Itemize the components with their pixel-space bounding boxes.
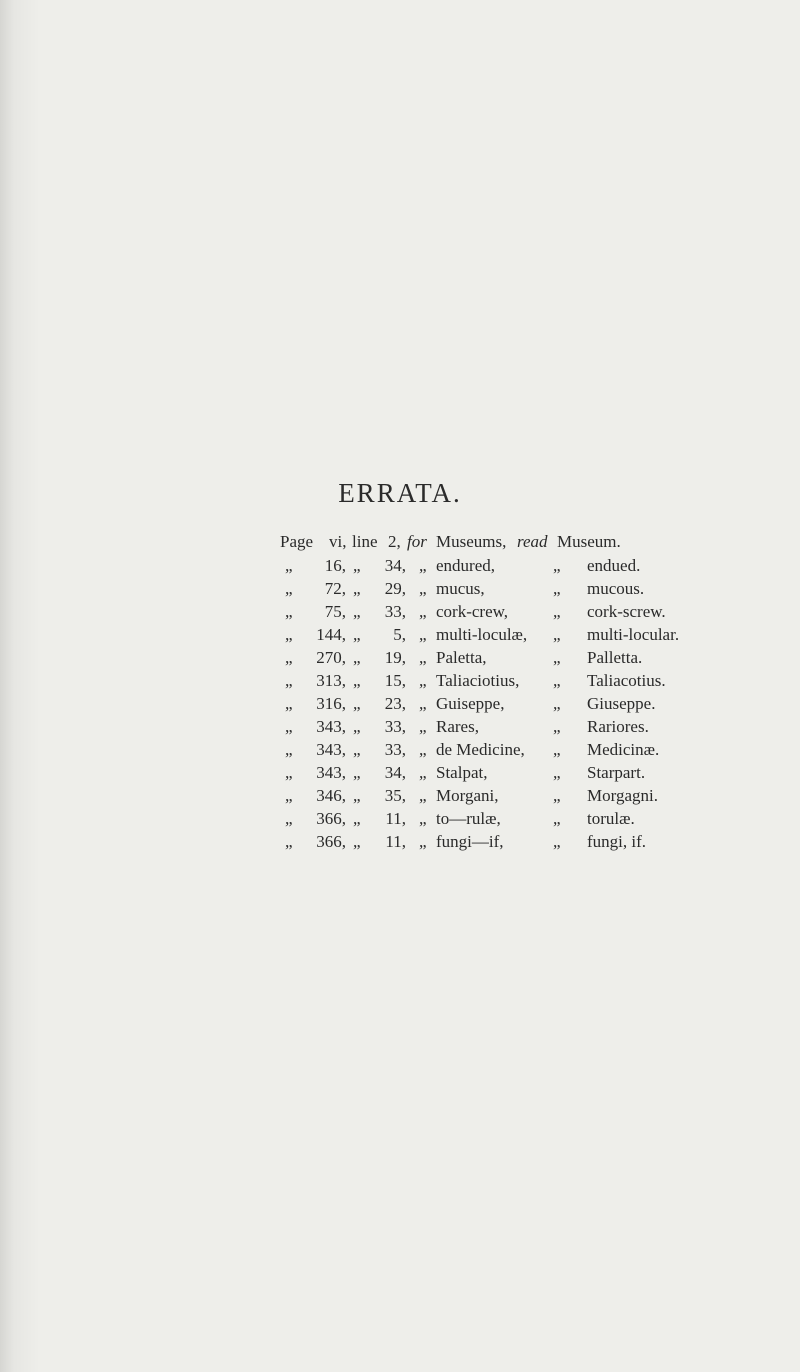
wrong-text: endured, (436, 556, 496, 575)
read-label: read (517, 532, 548, 551)
ditto-mark: „ (285, 625, 293, 644)
errata-entry (0, 623, 800, 647)
errata-entry (0, 807, 800, 831)
errata-entry (0, 784, 800, 808)
ditto-mark: „ (553, 740, 561, 759)
line-label: line (352, 532, 378, 551)
page-number: 366, (316, 809, 346, 828)
right-text: Morgagni. (587, 786, 658, 805)
ditto-mark: „ (353, 717, 361, 736)
ditto-mark: „ (419, 786, 427, 805)
right-text: endued. (587, 556, 641, 575)
ditto-mark: „ (553, 602, 561, 621)
ditto-mark: „ (419, 740, 427, 759)
ditto-mark: „ (353, 786, 361, 805)
wrong-text: Guiseppe, (436, 694, 505, 713)
page-number: 346, (316, 786, 346, 805)
page-number: 144, (316, 625, 346, 644)
page-number: 366, (316, 832, 346, 851)
page-number: 75, (324, 602, 346, 621)
ditto-mark: „ (285, 740, 293, 759)
ditto-mark: „ (353, 763, 361, 782)
ditto-mark: „ (285, 809, 293, 828)
ditto-mark: „ (285, 694, 293, 713)
right-text: torulæ. (587, 809, 635, 828)
ditto-mark: „ (285, 671, 293, 690)
ditto-mark: „ (353, 556, 361, 575)
page-number: 72, (324, 579, 346, 598)
ditto-mark: „ (353, 809, 361, 828)
ditto-mark: „ (353, 671, 361, 690)
page-number: 343, (316, 763, 346, 782)
wrong-text: cork-crew, (436, 602, 509, 621)
line-number: 11, (385, 809, 406, 828)
wrong-text: Rares, (436, 717, 479, 736)
ditto-mark: „ (553, 694, 561, 713)
errata-entry (0, 830, 800, 854)
ditto-mark: „ (419, 717, 427, 736)
errata-entry (0, 577, 800, 601)
wrong-text: Paletta, (436, 648, 487, 667)
wrong-text: Morgani, (436, 786, 499, 805)
ditto-mark: „ (553, 832, 561, 851)
right-text: fungi, if. (587, 832, 647, 851)
ditto-mark: „ (285, 786, 293, 805)
page-number: 16, (324, 556, 346, 575)
ditto-mark: „ (285, 832, 293, 851)
for-label: for (407, 532, 427, 551)
ditto-mark: „ (353, 602, 361, 621)
ditto-mark: „ (285, 717, 293, 736)
ditto-mark: „ (353, 579, 361, 598)
ditto-mark: „ (419, 648, 427, 667)
page-title: ERRATA. (338, 478, 462, 508)
line-number: 33, (384, 602, 406, 621)
ditto-mark: „ (353, 648, 361, 667)
errata-entry (0, 554, 800, 578)
line-number: 19, (384, 648, 406, 667)
ditto-mark: „ (553, 717, 561, 736)
line-number: 11, (385, 832, 406, 851)
errata-entry (0, 600, 800, 624)
ditto-mark: „ (553, 671, 561, 690)
ditto-mark: „ (553, 763, 561, 782)
wrong-text: Stalpat, (436, 763, 488, 782)
page-number: 343, (316, 740, 346, 759)
right-text: Medicinæ. (587, 740, 660, 759)
ditto-mark: „ (419, 832, 427, 851)
ditto-mark: „ (419, 625, 427, 644)
ditto-mark: „ (419, 809, 427, 828)
errata-entry (0, 669, 800, 693)
ditto-mark: „ (553, 556, 561, 575)
wrong-text: mucus, (436, 579, 485, 598)
wrong-text: to—rulæ, (436, 809, 501, 828)
wrong-text: Taliaciotius, (436, 671, 520, 690)
line-number: 29, (384, 579, 406, 598)
page-number: 313, (316, 671, 346, 690)
ditto-mark: „ (353, 740, 361, 759)
ditto-mark: „ (353, 832, 361, 851)
line-number: 5, (393, 625, 406, 644)
line-number: 33, (384, 740, 406, 759)
ditto-mark: „ (285, 648, 293, 667)
wrong-text: fungi—if, (436, 832, 504, 851)
errata-entry (0, 692, 800, 716)
ditto-mark: „ (553, 579, 561, 598)
page-number: 316, (316, 694, 346, 713)
page-label: Page (280, 532, 314, 551)
errata-entry (0, 761, 800, 785)
line-number: 33, (384, 717, 406, 736)
ditto-mark: „ (353, 625, 361, 644)
right-text: Taliacotius. (587, 671, 666, 690)
right-text: Giuseppe. (587, 694, 656, 713)
page-number: 270, (316, 648, 346, 667)
ditto-mark: „ (419, 763, 427, 782)
wrong-text: de Medicine, (436, 740, 525, 759)
ditto-mark: „ (419, 694, 427, 713)
line-number: 35, (384, 786, 406, 805)
right-text: cork-screw. (587, 602, 666, 621)
ditto-mark: „ (419, 556, 427, 575)
ditto-mark: „ (285, 579, 293, 598)
line-number: 23, (384, 694, 406, 713)
ditto-mark: „ (285, 602, 293, 621)
ditto-mark: „ (553, 625, 561, 644)
page-number: vi, (329, 532, 347, 551)
ditto-mark: „ (419, 671, 427, 690)
ditto-mark: „ (553, 786, 561, 805)
ditto-mark: „ (419, 579, 427, 598)
errata-entry (0, 715, 800, 739)
ditto-mark: „ (353, 694, 361, 713)
errata-entry (0, 738, 800, 762)
ditto-mark: „ (285, 556, 293, 575)
wrong-text: multi-loculæ, (436, 625, 528, 644)
ditto-mark: „ (553, 809, 561, 828)
right-text: Palletta. (587, 648, 643, 667)
errata-header-row (0, 530, 800, 554)
wrong-text: Museums, (436, 532, 507, 551)
errata-entry (0, 646, 800, 670)
line-number: 2, (388, 532, 401, 551)
right-text: multi-locular. (587, 625, 680, 644)
right-text: Rariores. (587, 717, 649, 736)
right-text: mucous. (587, 579, 645, 598)
ditto-mark: „ (285, 763, 293, 782)
ditto-mark: „ (553, 648, 561, 667)
right-text: Museum. (557, 532, 621, 551)
right-text: Starpart. (587, 763, 646, 782)
line-number: 34, (384, 763, 406, 782)
ditto-mark: „ (419, 602, 427, 621)
line-number: 34, (384, 556, 406, 575)
line-number: 15, (384, 671, 406, 690)
page-number: 343, (316, 717, 346, 736)
